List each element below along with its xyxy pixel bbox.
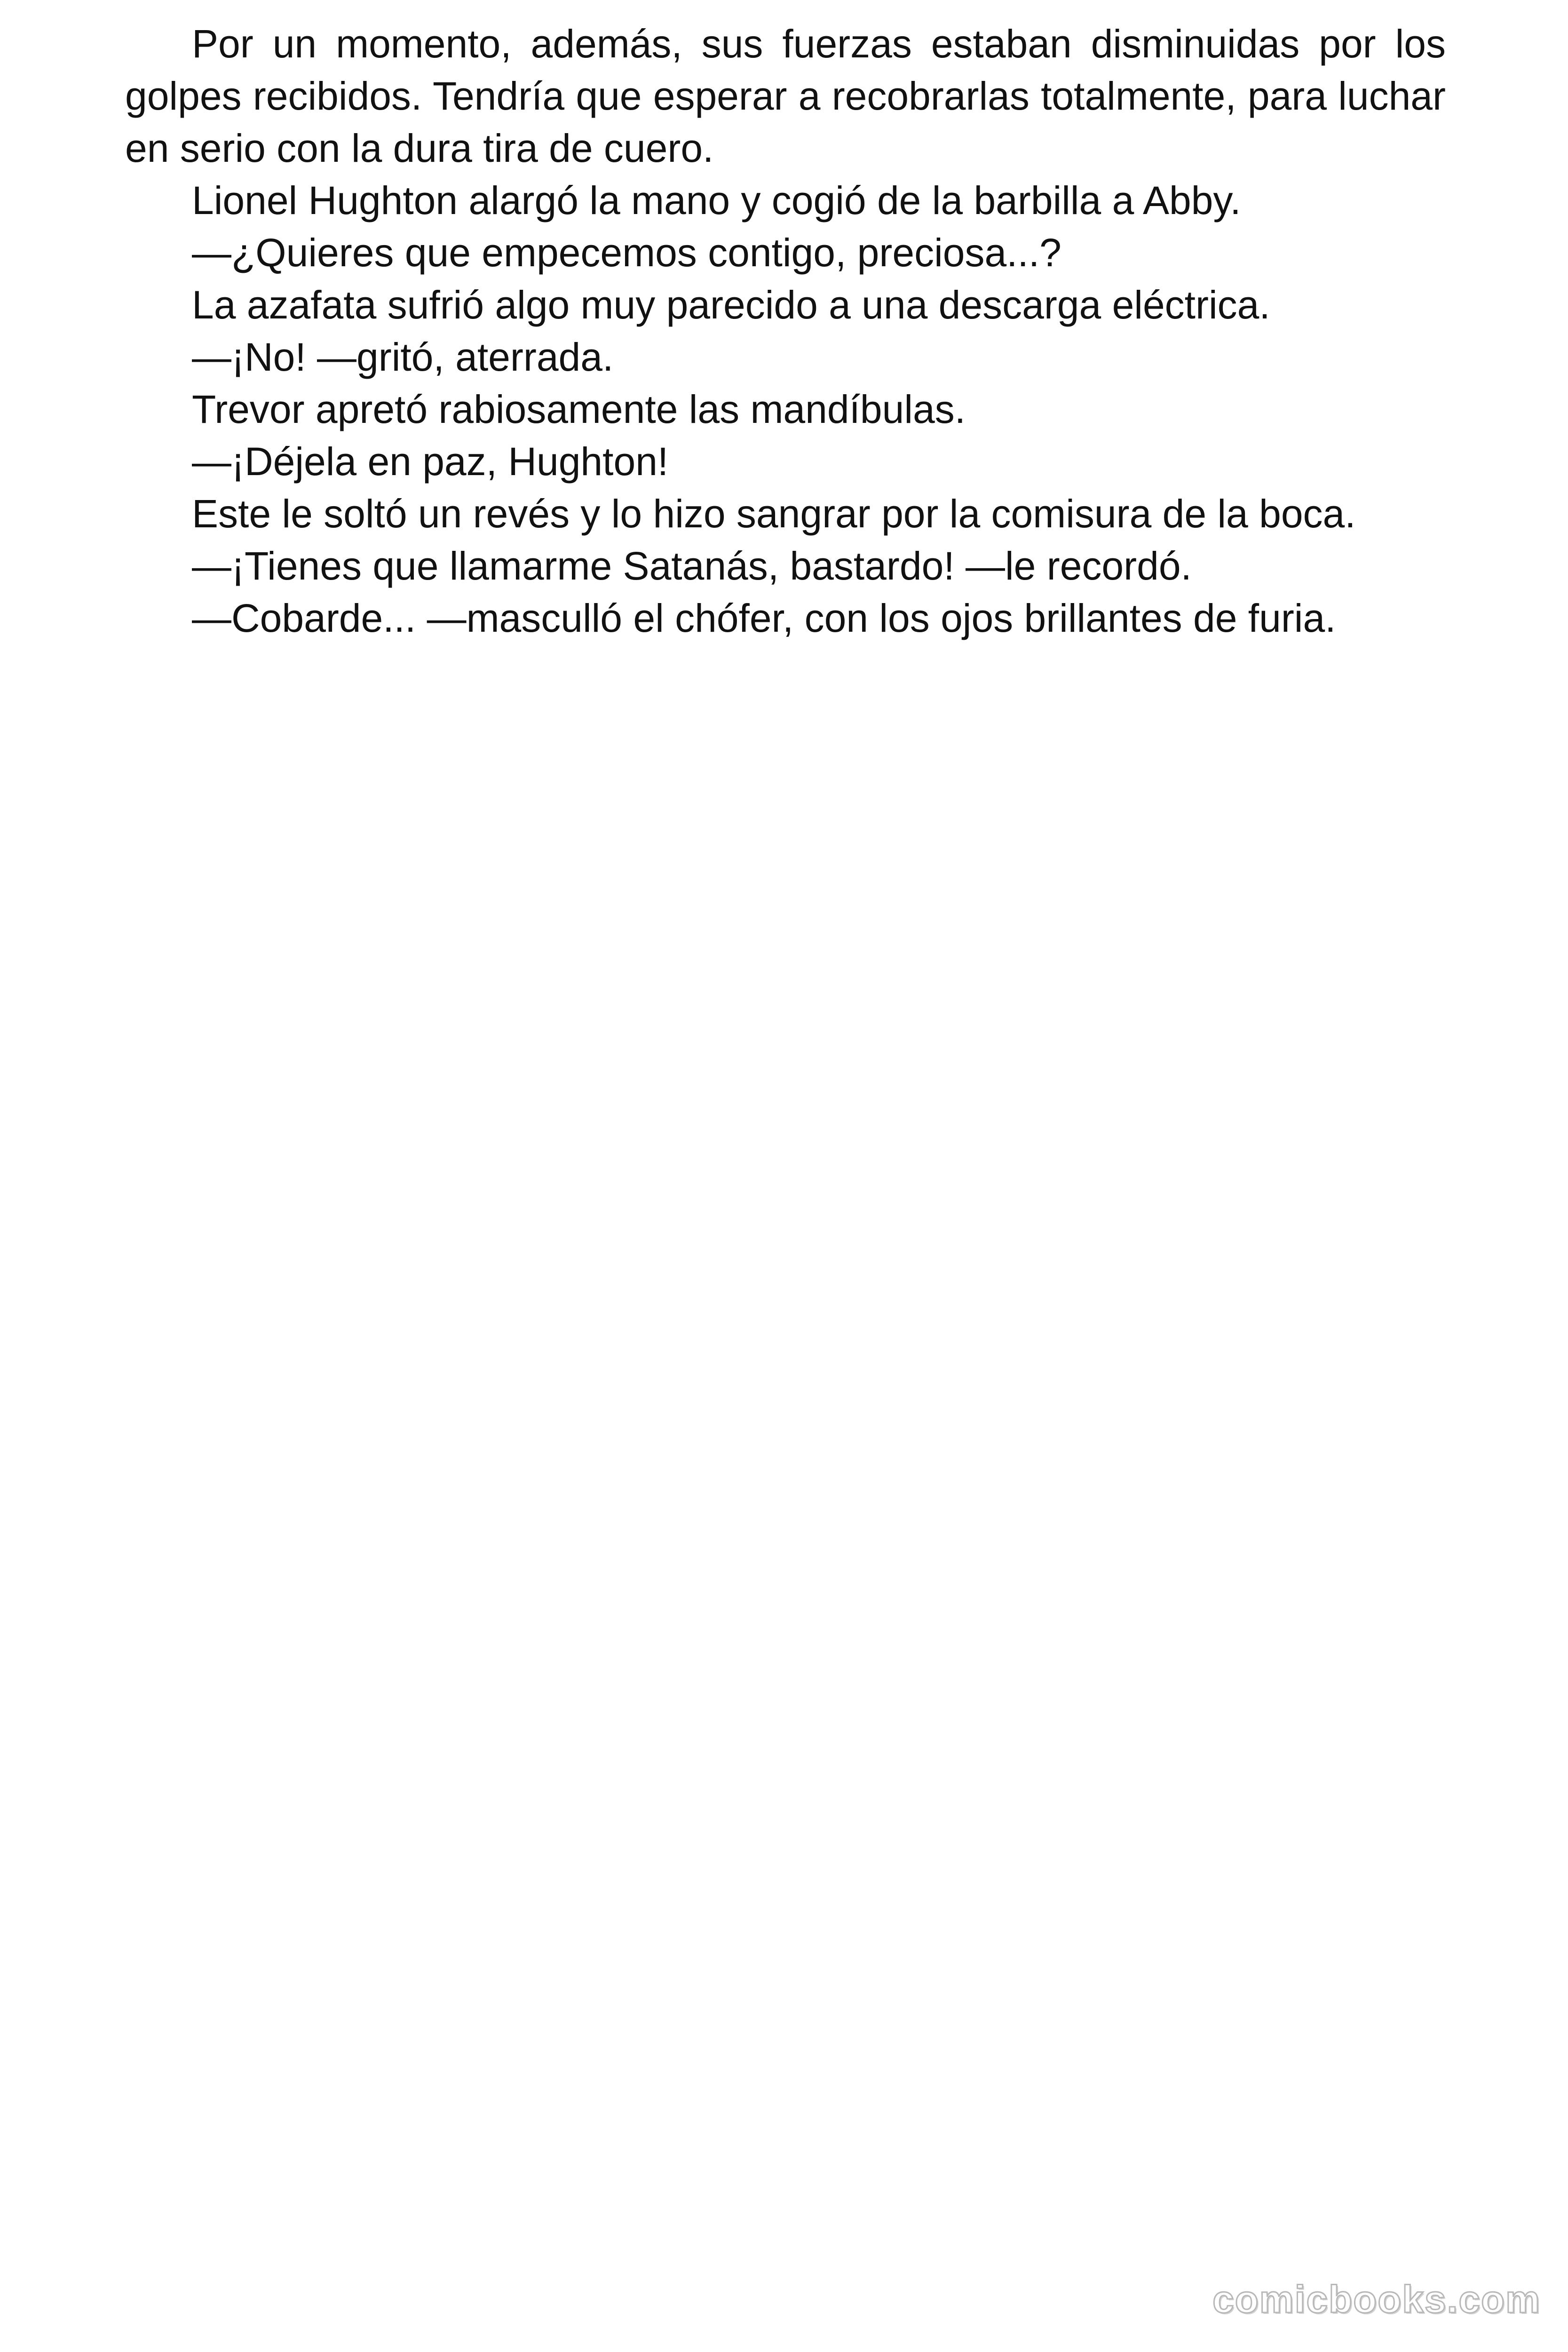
paragraph-9: —¡Tienes que llamarme Satanás, bastardo! —le recordó. [192,544,1192,588]
paragraph-1: Por un momento, además, sus fuerzas estaban disminuidas por los golpes recibidos. Tendría que esperar a recobrarlas totalmente, para luchar en serio con la dura tira de cuero. [125,22,1446,170]
paragraph-6: Trevor apretó rabiosamente las mandíbulas. [192,387,966,431]
paragraph-8: Este le soltó un revés y lo hizo sangrar por la comisura de la boca. [192,492,1356,536]
paragraph-5: —¡No! —gritó, aterrada. [192,335,614,379]
paragraph-10: —Cobarde... —masculló el chófer, con los ojos brillantes de furia. [192,596,1336,640]
paragraph-4: La azafata sufrió algo muy parecido a una descarga eléctrica. [192,283,1270,327]
body-text [125,18,1446,644]
paragraph-2: Lionel Hughton alargó la mano y cogió de la barbilla a Abby. [192,178,1241,222]
paragraph-7: —¡Déjela en paz, Hughton! [192,439,669,484]
paragraph-3: —¿Quieres que empecemos contigo, preciosa...? [192,230,1061,275]
watermark-logo: comicbooks.com [1212,2278,1541,2321]
